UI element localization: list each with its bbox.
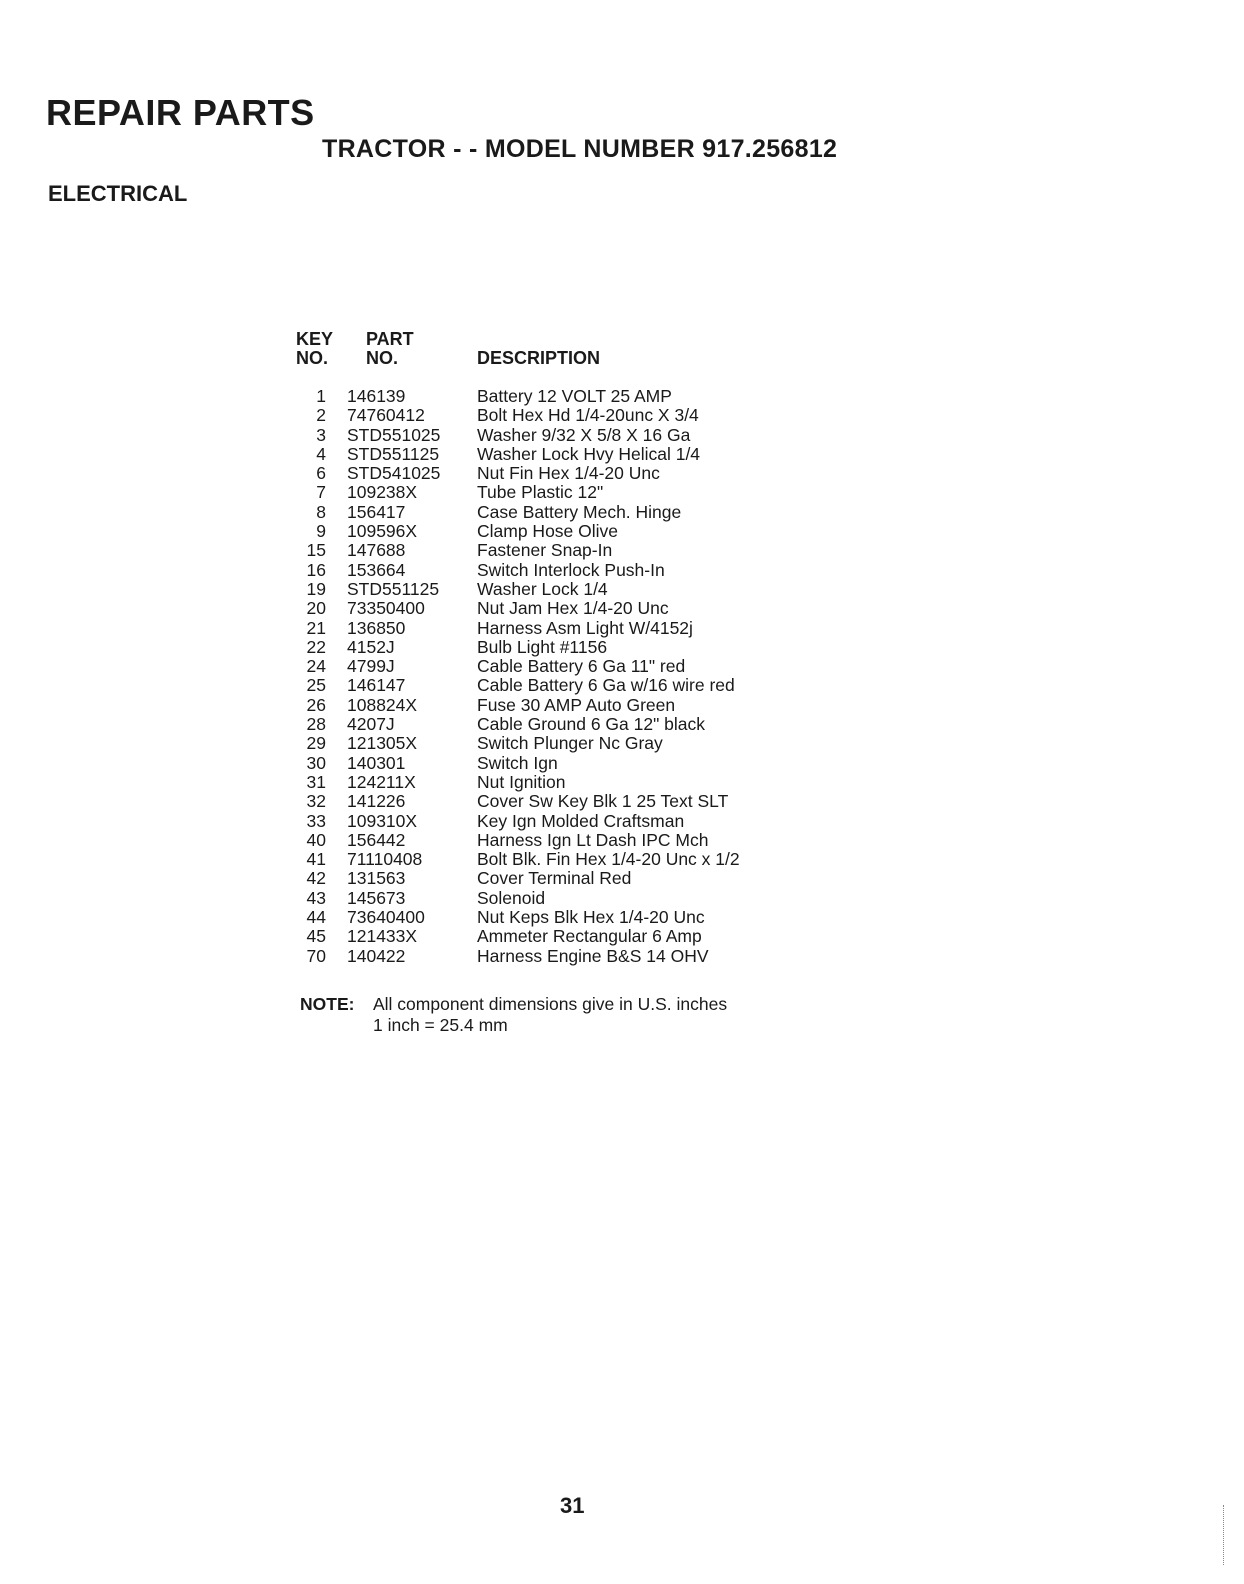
part-number: 4152J: [347, 636, 395, 657]
part-description: Washer 9/32 X 5/8 X 16 Ga: [477, 424, 691, 445]
table-row: [290, 715, 810, 734]
part-number: 156442: [347, 829, 406, 850]
part-number: STD551125: [347, 578, 440, 599]
part-description: Cable Ground 6 Ga 12" black: [477, 714, 706, 735]
part-description: Fastener Snap-In: [477, 540, 613, 561]
table-row: [290, 619, 810, 638]
key-number: 9: [316, 521, 326, 542]
table-row: [290, 773, 810, 792]
part-number: 121305X: [347, 733, 418, 754]
part-number: STD551125: [347, 443, 440, 464]
table-row: [290, 850, 810, 869]
part-number: 140422: [347, 945, 406, 966]
key-number: 6: [316, 463, 326, 484]
part-header-line2: NO.: [366, 348, 399, 368]
part-number: 109238X: [347, 482, 418, 503]
key-number: 33: [306, 810, 326, 831]
part-description: Nut Ignition: [477, 771, 566, 792]
key-number: 21: [306, 617, 326, 638]
table-row: [290, 676, 810, 695]
part-description: Cable Battery 6 Ga w/16 wire red: [477, 675, 735, 696]
key-number: 2: [316, 405, 326, 426]
part-description: Switch Plunger Nc Gray: [477, 733, 663, 754]
key-no-column-header: [296, 330, 333, 368]
part-number: 74760412: [347, 405, 425, 426]
key-number: 16: [306, 559, 326, 580]
key-number: 40: [306, 829, 326, 850]
description-column-header: DESCRIPTION: [477, 348, 601, 368]
key-number: 1: [316, 386, 326, 406]
key-number: 28: [306, 714, 326, 735]
part-number: 140301: [347, 752, 406, 773]
key-number: 19: [306, 578, 326, 599]
part-number: 108824X: [347, 694, 418, 715]
part-number: 73640400: [347, 907, 425, 928]
table-row: [290, 947, 810, 966]
parts-list: [290, 387, 810, 966]
key-number: 43: [306, 887, 326, 908]
table-row: [290, 445, 810, 464]
key-number: 24: [306, 656, 326, 677]
key-number: 22: [306, 636, 326, 657]
part-description: Cover Sw Key Blk 1 25 Text SLT: [477, 791, 729, 812]
model-title: TRACTOR - - MODEL NUMBER 917.256812: [322, 135, 838, 163]
key-number: 7: [316, 482, 326, 503]
part-description: Clamp Hose Olive: [477, 521, 619, 542]
key-number: 44: [306, 907, 326, 928]
table-row: [290, 638, 810, 657]
part-no-column-header: [366, 330, 414, 368]
key-number: 31: [306, 771, 326, 792]
key-number: 70: [306, 945, 326, 966]
table-row: [290, 831, 810, 850]
part-description: Harness Engine B&S 14 OHV: [477, 945, 709, 966]
page-title: REPAIR PARTS: [46, 92, 315, 133]
note-line-2: 1 inch = 25.4 mm: [373, 1015, 508, 1035]
part-description: Washer Lock 1/4: [477, 578, 608, 599]
part-number: 109310X: [347, 810, 418, 831]
note-text: [373, 994, 727, 1036]
part-description: Fuse 30 AMP Auto Green: [477, 694, 676, 715]
table-row: [290, 541, 810, 560]
part-description: Solenoid: [477, 887, 546, 908]
part-description: Case Battery Mech. Hinge: [477, 501, 682, 522]
table-row: [290, 580, 810, 599]
scan-edge-mark: [1223, 1505, 1225, 1565]
table-row: [290, 927, 810, 946]
part-number: STD541025: [347, 463, 441, 484]
key-number: 45: [306, 926, 326, 947]
table-row: [290, 483, 810, 502]
table-row: [290, 503, 810, 522]
part-description: Nut Keps Blk Hex 1/4-20 Unc: [477, 907, 705, 928]
part-number: 136850: [347, 617, 406, 638]
part-number: 73350400: [347, 598, 425, 619]
key-header-line1: KEY: [296, 329, 334, 349]
key-header-line2: NO.: [296, 348, 329, 368]
key-number: 30: [306, 752, 326, 773]
part-description: Switch Interlock Push-In: [477, 559, 665, 580]
part-description: Switch Ign: [477, 752, 558, 773]
part-description: Bolt Blk. Fin Hex 1/4-20 Unc x 1/2: [477, 849, 740, 870]
key-number: 3: [316, 424, 326, 445]
part-description: Cable Battery 6 Ga 11" red: [477, 656, 686, 677]
part-number: 146139: [347, 386, 406, 406]
note-line-1: All component dimensions give in U.S. inches: [373, 994, 728, 1014]
page-number: 31: [560, 1493, 585, 1518]
table-row: [290, 889, 810, 908]
key-number: 25: [306, 675, 326, 696]
key-number: 15: [306, 540, 326, 561]
part-number: 71110408: [347, 849, 423, 870]
key-number: 32: [306, 791, 326, 812]
part-number: 131563: [347, 868, 406, 889]
part-number: 4799J: [347, 656, 395, 677]
part-description: Nut Fin Hex 1/4-20 Unc: [477, 463, 660, 484]
part-description: Bulb Light #1156: [477, 636, 608, 657]
table-row: [290, 599, 810, 618]
table-row: [290, 908, 810, 927]
part-number: 141226: [347, 791, 406, 812]
key-number: 26: [306, 694, 326, 715]
table-row: [290, 406, 810, 425]
part-description: Battery 12 VOLT 25 AMP: [477, 386, 672, 406]
part-number: 124211X: [347, 771, 416, 792]
part-description: Washer Lock Hvy Helical 1/4: [477, 443, 701, 464]
table-row: [290, 657, 810, 676]
part-header-line1: PART: [366, 329, 414, 349]
part-number: STD551025: [347, 424, 441, 445]
part-description: Key Ign Molded Craftsman: [477, 810, 685, 831]
table-row: [290, 696, 810, 715]
table-row: [290, 869, 810, 888]
part-number: 146147: [347, 675, 406, 696]
key-number: 41: [306, 849, 326, 870]
table-row: [290, 522, 810, 541]
table-row: [290, 464, 810, 483]
note-label: NOTE:: [300, 994, 355, 1014]
table-row: [290, 734, 810, 753]
part-number: 145673: [347, 887, 406, 908]
table-row: [290, 387, 810, 406]
key-number: 29: [306, 733, 326, 754]
part-number: 109596X: [347, 521, 418, 542]
key-number: 42: [306, 868, 326, 889]
key-number: 4: [316, 443, 326, 464]
part-description: Nut Jam Hex 1/4-20 Unc: [477, 598, 669, 619]
table-row: [290, 812, 810, 831]
section-title: ELECTRICAL: [48, 181, 188, 206]
part-description: Bolt Hex Hd 1/4-20unc X 3/4: [477, 405, 699, 426]
part-description: Harness Ign Lt Dash IPC Mch: [477, 829, 709, 850]
part-number: 147688: [347, 540, 406, 561]
table-row: [290, 754, 810, 773]
part-number: 4207J: [347, 714, 395, 735]
table-row: [290, 561, 810, 580]
part-description: Harness Asm Light W/4152j: [477, 617, 693, 638]
key-number: 8: [316, 501, 326, 522]
part-number: 121433X: [347, 926, 418, 947]
part-number: 156417: [347, 501, 406, 522]
part-description: Tube Plastic 12": [477, 482, 604, 503]
table-row: [290, 792, 810, 811]
part-description: Cover Terminal Red: [477, 868, 632, 889]
part-number: 153664: [347, 559, 406, 580]
key-number: 20: [306, 598, 326, 619]
table-row: [290, 426, 810, 445]
part-description: Ammeter Rectangular 6 Amp: [477, 926, 702, 947]
